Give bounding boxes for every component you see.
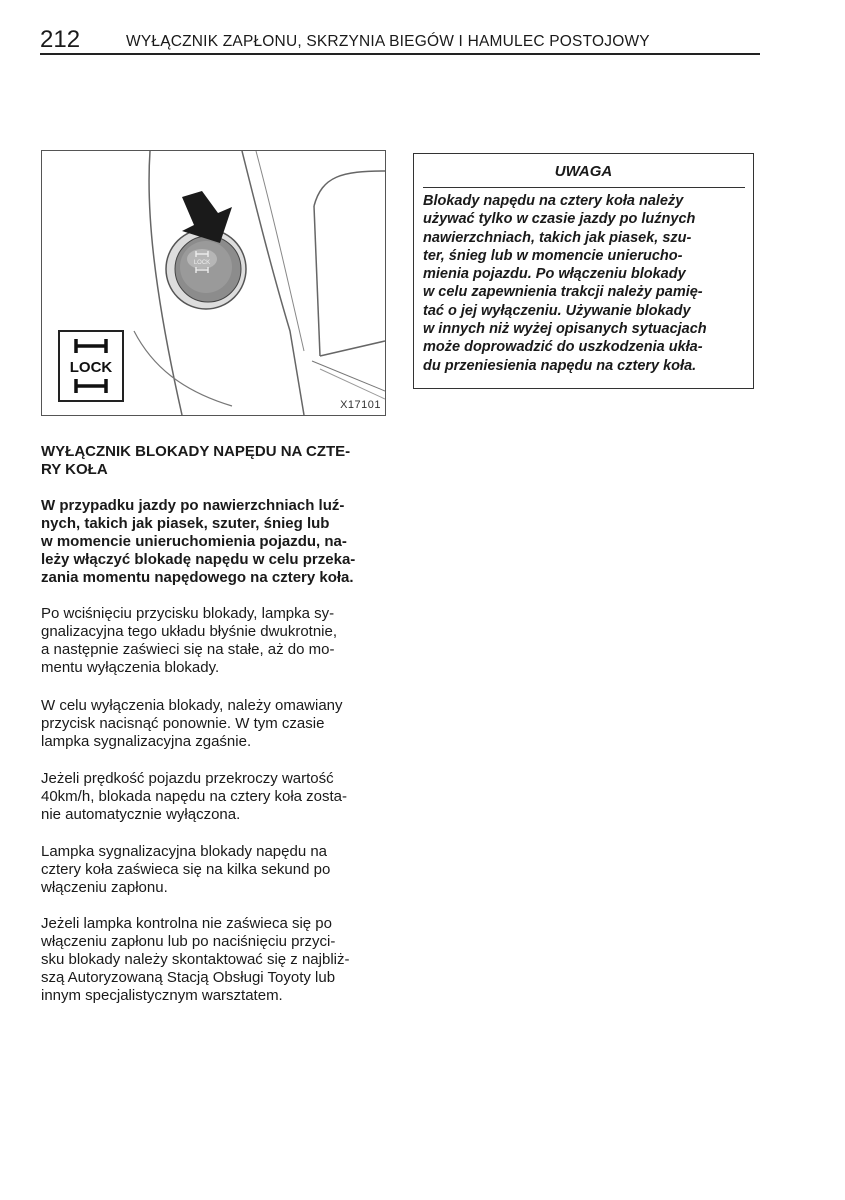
warning-line: używać tylko w czasie jazdy po luźnych — [423, 211, 696, 228]
warning-box — [413, 153, 754, 389]
figure-code: X17101 — [340, 399, 381, 411]
page-header — [40, 26, 760, 54]
warning-title: UWAGA — [554, 163, 613, 180]
lock-symbol-icon — [59, 331, 123, 401]
paragraph-line: cztery koła zaświeca się na kilka sekund po — [41, 861, 331, 878]
warning-line: nawierzchniach, takich jak piasek, szu- — [423, 229, 692, 246]
header-rule — [40, 53, 760, 55]
paragraph-service — [41, 915, 389, 1005]
warning-line: może doprowadzić do uszkodzenia ukła- — [423, 339, 703, 356]
paragraph-lock-indicator — [41, 605, 389, 677]
header-title: WYŁĄCZNIK ZAPŁONU, SKRZYNIA BIEGÓW I HAMULEC POSTOJOWY — [126, 33, 650, 50]
warning-rule — [423, 187, 745, 188]
paragraph-line: 40km/h, blokada napędu na cztery koła zosta- — [41, 788, 348, 805]
paragraph-speed-limit — [41, 770, 389, 824]
paragraph-line: Lampka sygnalizacyjna blokady napędu na — [41, 843, 328, 860]
warning-line: ter, śnieg lub w momencie unierucho- — [423, 247, 683, 264]
page-number: 212 — [40, 26, 81, 53]
paragraph-unlock — [41, 697, 389, 751]
warning-line: w innych niż wyżej opisanych sytuacjach — [423, 321, 707, 338]
paragraph-line: nie automatycznie wyłączona. — [41, 806, 241, 823]
warning-line: du przeniesienia napędu na cztery koła. — [423, 357, 697, 374]
warning-text — [423, 192, 745, 375]
lock-symbol-text: LOCK — [69, 359, 113, 376]
paragraph-line: a następnie zaświeci się na stałe, aż do mo- — [41, 641, 335, 658]
paragraph-line: Po wciśnięciu przycisku blokady, lampka sy- — [41, 605, 335, 622]
paragraph-line: W celu wyłączenia blokady, należy omawiany — [41, 697, 343, 714]
heading-line: WYŁĄCZNIK BLOKADY NAPĘDU NA CZTE- — [41, 443, 351, 460]
paragraph-line: gnalizacyjna tego układu błyśnie dwukrotnie, — [41, 623, 338, 640]
lock-switch-illustration — [41, 150, 386, 416]
warning-line: tać o jej wyłączeniu. Używanie blokady — [423, 302, 691, 319]
paragraph-line: sku blokady należy skontaktować się z najbliż- — [41, 951, 350, 968]
paragraph-ignition-check — [41, 843, 389, 897]
paragraph-line: włączeniu zapłonu lub po naciśnięciu przyci- — [41, 933, 336, 950]
warning-line: mienia pojazdu. Po włączeniu blokady — [423, 266, 686, 283]
dashboard-drawing — [42, 151, 385, 415]
paragraph-line: mentu wyłączenia blokady. — [41, 659, 220, 676]
button-lock-text: LOCK — [193, 260, 211, 266]
intro-line: leży włączyć blokadę napędu w celu przeka- — [41, 551, 356, 568]
paragraph-line: innym specjalistycznym warsztatem. — [41, 987, 283, 1004]
heading-line: RY KOŁA — [41, 461, 108, 478]
paragraph-line: przycisk nacisnąć ponownie. W tym czasie — [41, 715, 325, 732]
warning-line: w celu zapewnienia trakcji należy pamię- — [423, 284, 703, 301]
section-heading — [41, 443, 389, 479]
intro-line: W przypadku jazdy po nawierzchniach luź- — [41, 497, 345, 514]
paragraph-line: Jeżeli prędkość pojazdu przekroczy wartość — [41, 770, 334, 787]
intro-paragraph — [41, 497, 389, 587]
warning-line: Blokady napędu na cztery koła należy — [423, 193, 684, 209]
intro-line: zania momentu napędowego na cztery koła. — [41, 569, 354, 586]
paragraph-line: lampka sygnalizacyjna zgaśnie. — [41, 733, 252, 750]
paragraph-line: szą Autoryzowaną Stacją Obsługi Toyoty lub — [41, 969, 336, 986]
paragraph-line: Jeżeli lampka kontrolna nie zaświeca się po — [41, 915, 332, 932]
intro-line: nych, takich jak piasek, szuter, śnieg lub — [41, 515, 330, 532]
intro-line: w momencie unieruchomienia pojazdu, na- — [41, 533, 347, 550]
paragraph-line: włączeniu zapłonu. — [41, 879, 168, 896]
